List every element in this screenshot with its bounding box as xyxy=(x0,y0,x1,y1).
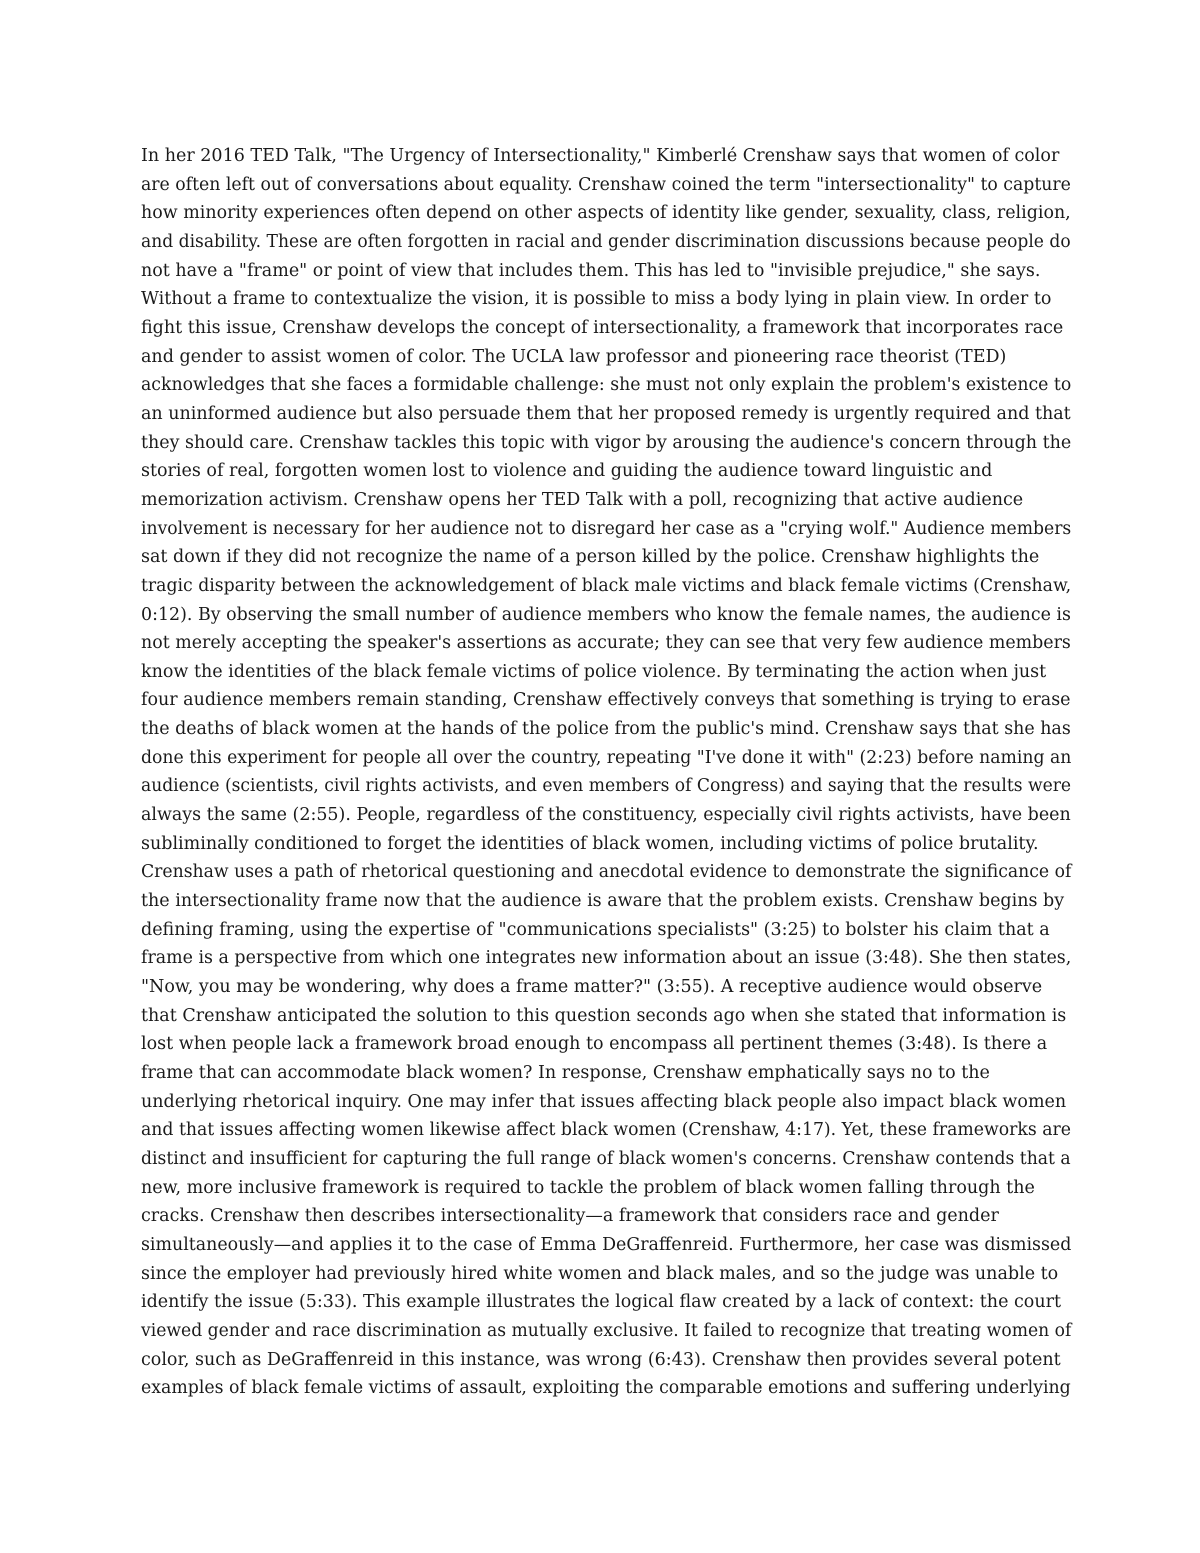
text-line: involvement is necessary for her audience not to disregard her case as a "crying wolf." Audience members xyxy=(141,518,1072,539)
text-line: underlying rhetorical inquiry. One may infer that issues affecting black people also impact black women xyxy=(141,1091,1067,1112)
text-line: how minority experiences often depend on other aspects of identity like gender, sexuality, class, religion, xyxy=(141,203,1071,224)
text-line: are often left out of conversations about equality. Crenshaw coined the term "intersectionality" to capture xyxy=(141,174,1071,195)
text-line: color, such as DeGraffenreid in this instance, was wrong (6:43). Crenshaw then provides several potent xyxy=(141,1349,1061,1370)
text-line: audience (scientists, civil rights activists, and even members of Congress) and saying that the results were xyxy=(141,776,1072,797)
text-line: not merely accepting the speaker's assertions as accurate; they can see that very few audience members xyxy=(141,633,1071,654)
text-line: distinct and insufficient for capturing the full range of black women's concerns. Crenshaw contends that a xyxy=(141,1148,1071,1169)
text-line: and that issues affecting women likewise affect black women (Crenshaw, 4:17). Yet, these frameworks are xyxy=(141,1120,1071,1141)
text-line: they should care. Crenshaw tackles this topic with vigor by arousing the audience's concern through the xyxy=(141,432,1072,453)
text-line: always the same (2:55). People, regardless of the constituency, especially civil rights activists, have been xyxy=(141,805,1071,826)
text-line: simultaneously—and applies it to the case of Emma DeGraffenreid. Furthermore, her case was dismissed xyxy=(141,1234,1072,1255)
text-line: not have a "frame" or point of view that includes them. This has led to "invisible prejudice," she says. xyxy=(141,260,1041,281)
text-line: done this experiment for people all over the country, repeating "I've done it with" (2:23) before naming an xyxy=(141,747,1072,768)
text-line: examples of black female victims of assault, exploiting the comparable emotions and suffering underlying xyxy=(141,1378,1071,1399)
text-line: the deaths of black women at the hands of the police from the public's mind. Crenshaw says that she has xyxy=(141,719,1071,740)
text-line: acknowledges that she faces a formidable challenge: she must not only explain the problem's existence to xyxy=(141,375,1072,396)
text-line: 0:12). By observing the small number of audience members who know the female names, the audience is xyxy=(141,604,1071,625)
text-line: In her 2016 TED Talk, "The Urgency of Intersectionality," Kimberlé Crenshaw says that women of color xyxy=(141,146,1060,166)
text-line: the intersectionality frame now that the audience is aware that the problem exists. Crenshaw begins by xyxy=(141,891,1065,912)
text-line: Crenshaw uses a path of rhetorical questioning and anecdotal evidence to demonstrate the significance of xyxy=(141,862,1072,883)
text-line: an uninformed audience but also persuade them that her proposed remedy is urgently required and that xyxy=(141,403,1071,424)
text-line: frame is a perspective from which one integrates new information about an issue (3:48). She then states, xyxy=(141,948,1072,969)
text-line: fight this issue, Crenshaw develops the concept of intersectionality, a framework that incorporates race xyxy=(141,317,1064,338)
text-line: that Crenshaw anticipated the solution to this question seconds ago when she stated that information is xyxy=(141,1005,1067,1026)
text-line: new, more inclusive framework is required to tackle the problem of black women falling through the xyxy=(141,1177,1035,1198)
text-line: cracks. Crenshaw then describes intersectionality—a framework that considers race and gender xyxy=(141,1206,999,1227)
text-line: viewed gender and race discrimination as mutually exclusive. It failed to recognize that treating women of xyxy=(141,1320,1072,1341)
text-line: lost when people lack a framework broad enough to encompass all pertinent themes (3:48). Is there a xyxy=(141,1034,1048,1055)
text-line: and gender to assist women of color. The UCLA law professor and pioneering race theorist (TED) xyxy=(141,346,1007,367)
text-line: memorization activism. Crenshaw opens her TED Talk with a poll, recognizing that active audience xyxy=(141,489,1024,510)
text-line: subliminally conditioned to forget the identities of black women, including victims of police brutality. xyxy=(141,833,1039,854)
text-line: Without a frame to contextualize the vision, it is possible to miss a body lying in plain view. In order to xyxy=(141,289,1052,310)
body-paragraph xyxy=(141,142,1071,1403)
text-line: identify the issue (5:33). This example illustrates the logical flaw created by a lack of context: the court xyxy=(141,1292,1062,1313)
text-line: "Now, you may be wondering, why does a frame matter?" (3:55). A receptive audience would observe xyxy=(141,977,1043,998)
text-line: know the identities of the black female victims of police violence. By terminating the action when just xyxy=(141,661,1047,682)
text-line: sat down if they did not recognize the name of a person killed by the police. Crenshaw highlights the xyxy=(141,547,1040,568)
text-line: defining framing, using the expertise of "communications specialists" (3:25) to bolster his claim that a xyxy=(141,919,1050,940)
text-line: and disability. These are often forgotten in racial and gender discrimination discussions because people do xyxy=(141,231,1071,252)
text-line: since the employer had previously hired white women and black males, and so the judge was unable to xyxy=(141,1263,1059,1284)
text-line: tragic disparity between the acknowledgement of black male victims and black female victims (Crenshaw, xyxy=(141,575,1072,596)
text-line: stories of real, forgotten women lost to violence and guiding the audience toward linguistic and xyxy=(141,461,993,482)
text-line: four audience members remain standing, Crenshaw effectively conveys that something is trying to erase xyxy=(141,690,1071,711)
text-line: frame that can accommodate black women? In response, Crenshaw emphatically says no to the xyxy=(141,1063,990,1083)
